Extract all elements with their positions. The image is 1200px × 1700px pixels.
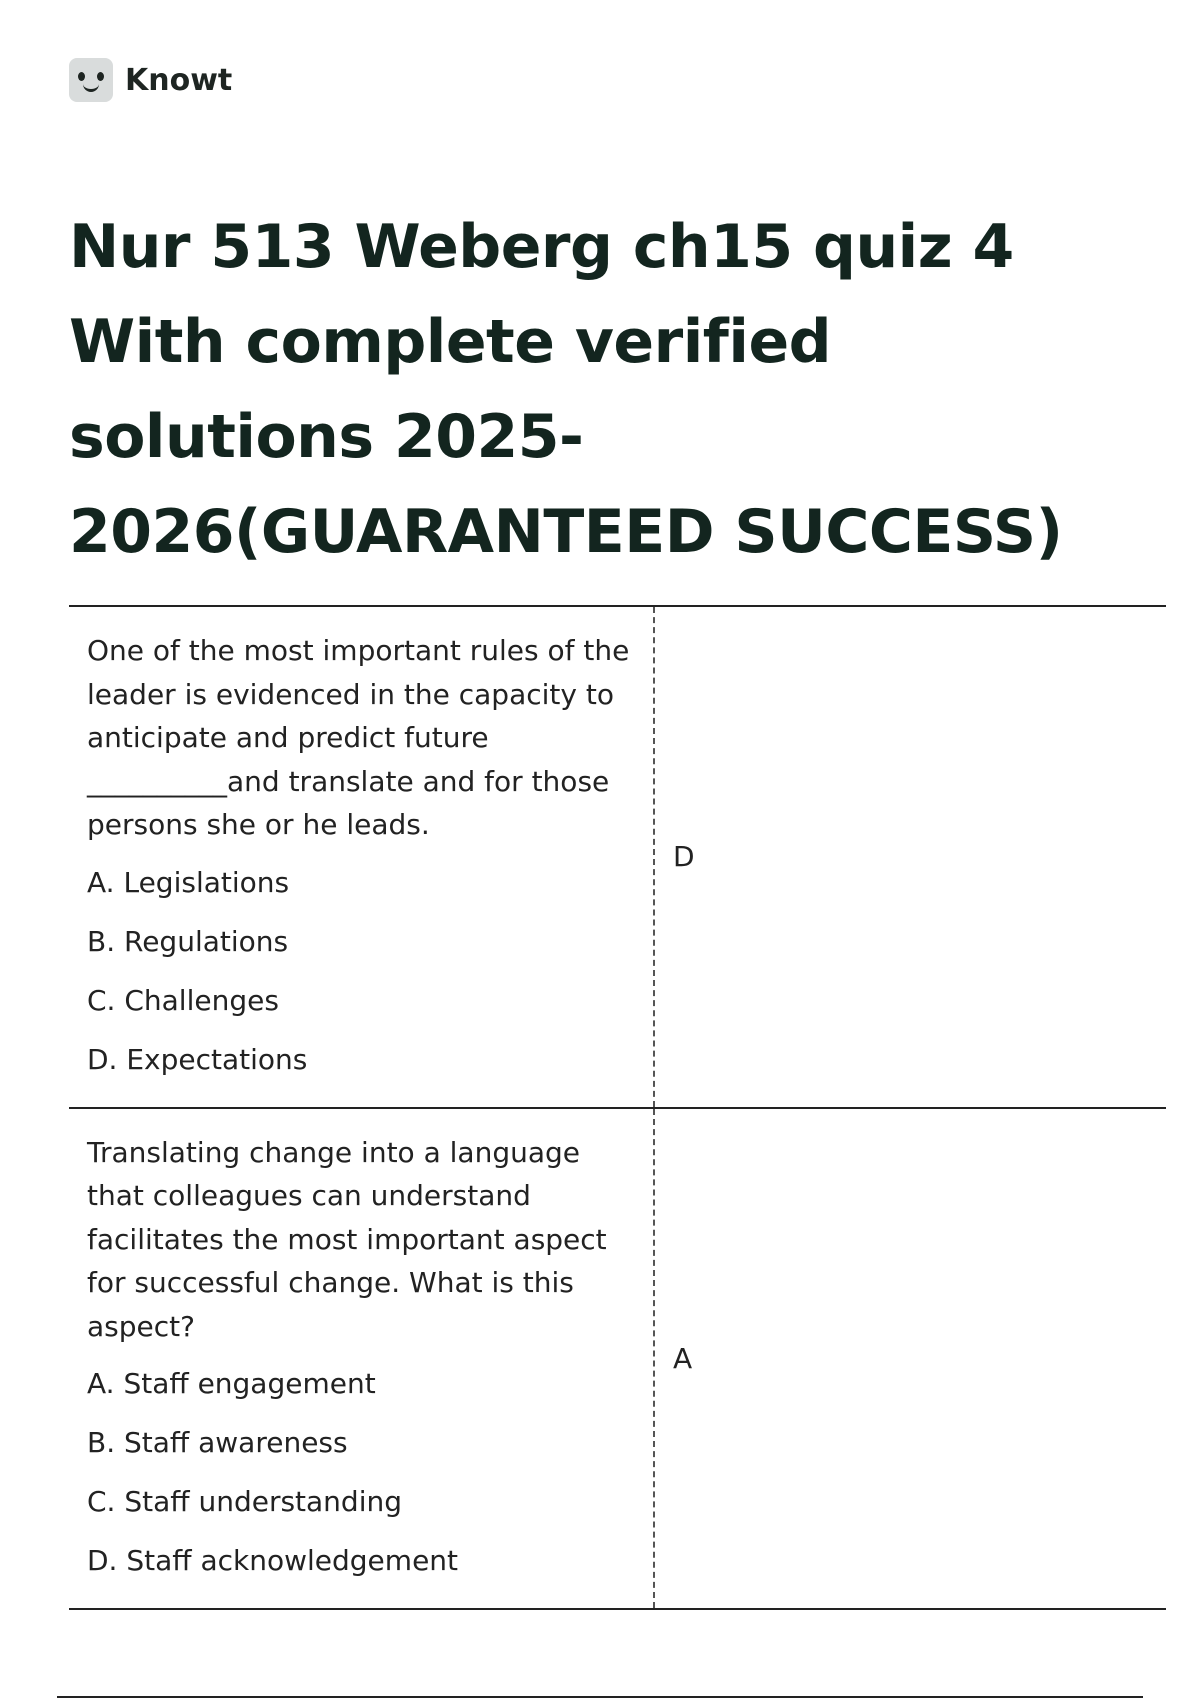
answer-cell: D xyxy=(673,840,695,874)
option-b: B. Staff awareness xyxy=(87,1426,348,1459)
qa-row xyxy=(69,606,1166,1108)
robot-face-icon xyxy=(69,58,113,102)
brand-name: Knowt xyxy=(125,62,233,98)
option-c: C. Staff understanding xyxy=(87,1485,402,1518)
option-d: D. Staff acknowledgement xyxy=(87,1544,459,1577)
answer-cell: A xyxy=(673,1341,693,1375)
question-cell xyxy=(69,606,654,1108)
qa-row xyxy=(69,1108,1166,1610)
option-b: B. Regulations xyxy=(87,924,289,958)
option-a: A. Legislations xyxy=(87,865,290,899)
footer-divider xyxy=(57,1696,1143,1698)
brand xyxy=(69,58,232,102)
option-a: A. Staff engagement xyxy=(87,1367,376,1400)
option-c: C. Challenges xyxy=(87,983,279,1017)
question-cell xyxy=(69,1108,654,1610)
option-d: D. Expectations xyxy=(87,1042,308,1076)
document-title: Nur 513 Weberg ch15 quiz 4 With complete verified solutions 2025-2026(GUARANTEED SUCCESS) xyxy=(69,212,1063,567)
qa-table xyxy=(69,605,1166,1610)
question-text: Translating change into a language that colleagues can understand facilitates the most important aspect for successful change. What is this aspect? xyxy=(87,1135,616,1343)
question-text: One of the most important rules of the leader is evidenced in the capacity to anticipate and predict future __________and translate and for those persons she or he leads. xyxy=(87,634,639,841)
